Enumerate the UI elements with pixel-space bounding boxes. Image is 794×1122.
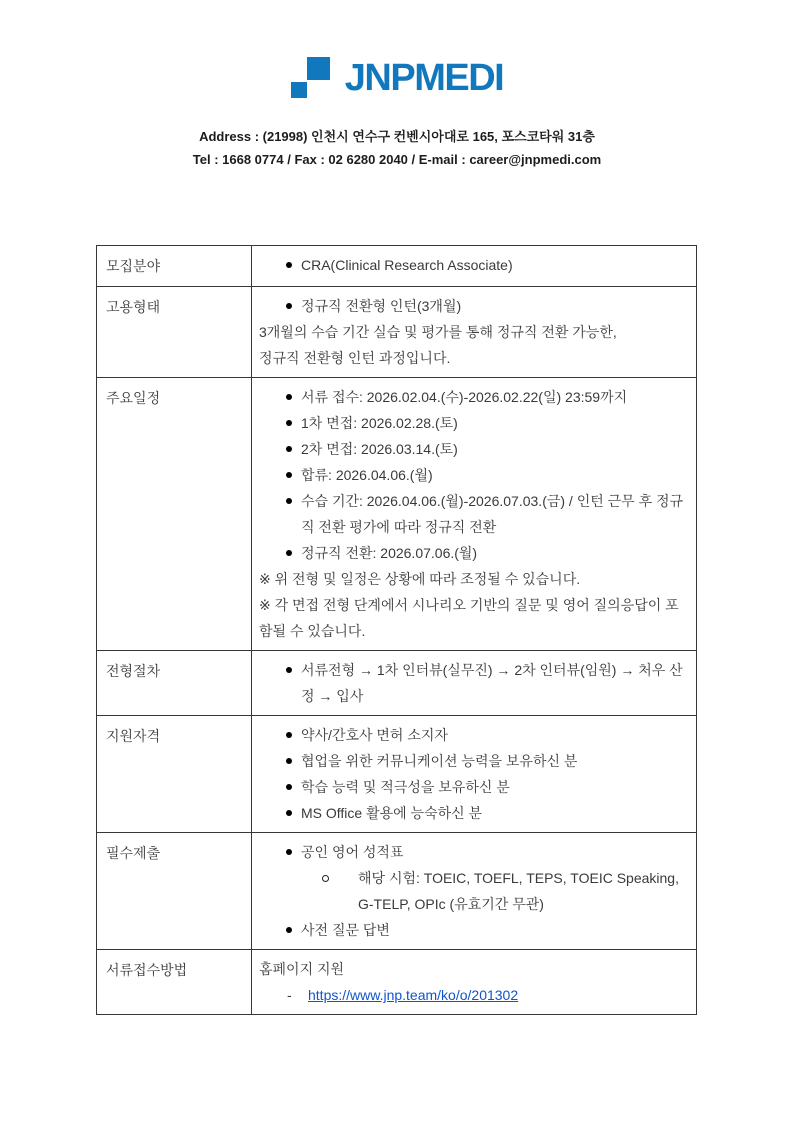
list-item: 서류 접수: 2026.02.04.(수)-2026.02.22(일) 23:59까지 [259, 384, 686, 410]
table-row [97, 287, 697, 378]
list-item: 수습 기간: 2026.04.06.(월)-2026.07.03.(금) / 인턴 근무 후 정규직 전환 평가에 따라 정규직 전환 [259, 488, 686, 540]
list-item: 서류전형 → 1차 인터뷰(실무진) → 2차 인터뷰(임원) → 처우 산정 → 입사 [259, 657, 686, 709]
list-item [259, 982, 686, 1008]
logo-square-small-icon [291, 82, 307, 98]
list-item: 1차 면접: 2026.02.28.(토) [259, 410, 686, 436]
table-row [97, 651, 697, 716]
list-item: MS Office 활용에 능숙하신 분 [259, 800, 686, 826]
list-item: 정규직 전환: 2026.07.06.(월) [259, 540, 686, 566]
table-row [97, 950, 697, 1015]
contact-line: Tel : 1668 0774 / Fax : 02 6280 2040 / E-mail : career@jnpmedi.com [192, 152, 602, 167]
table-row [97, 246, 697, 287]
row-content [252, 950, 697, 1015]
row-label: 서류접수방법 [97, 950, 252, 1015]
company-contact [0, 125, 794, 171]
address-line: Address : (21998) 인천시 연수구 컨벤시아대로 165, 포스코타워 31층 [199, 129, 595, 144]
table-row [97, 833, 697, 950]
list-item: 협업을 위한 커뮤니케이션 능력을 보유하신 분 [259, 748, 686, 774]
recruitment-table [96, 245, 697, 1015]
list-item: 2차 면접: 2026.03.14.(토) [259, 436, 686, 462]
list-item: 합류: 2026.04.06.(월) [259, 462, 686, 488]
table-row [97, 716, 697, 833]
application-link[interactable]: https://www.jnp.team/ko/o/201302 [308, 987, 519, 1003]
table-row [97, 378, 697, 651]
list-item: 해당 시험: TOEIC, TOEFL, TEPS, TOEIC Speaking, G-TELP, OPIc (유효기간 무관) [259, 865, 686, 917]
row-label: 전형절차 [97, 651, 252, 716]
recruitment-table-body [97, 246, 697, 1015]
list-item: 3개월의 수습 기간 실습 및 평가를 통해 정규직 전환 가능한, [259, 324, 617, 340]
list-item: 정규직 전환형 인턴 과정입니다. [259, 350, 451, 366]
row-label: 고용형태 [97, 287, 252, 378]
logo-square-large-icon [307, 57, 330, 80]
list-item: 홈페이지 지원 [259, 961, 345, 977]
list-item: ※ 각 면접 전형 단계에서 시나리오 기반의 질문 및 영어 질의응답이 포함될 수 있습니다. [259, 597, 679, 639]
logo-text: JNPMEDI [344, 56, 504, 99]
list-item: ※ 위 전형 및 일정은 상황에 따라 조정될 수 있습니다. [259, 571, 581, 587]
row-content [252, 833, 697, 950]
row-content [252, 716, 697, 833]
row-content [252, 287, 697, 378]
row-content [252, 246, 697, 287]
row-label: 주요일정 [97, 378, 252, 651]
row-label: 필수제출 [97, 833, 252, 950]
row-content [252, 378, 697, 651]
row-label: 지원자격 [97, 716, 252, 833]
logo-mark-icon [291, 57, 330, 98]
list-item: 공인 영어 성적표 [259, 839, 686, 865]
list-item: 약사/간호사 면허 소지자 [259, 722, 686, 748]
row-content [252, 651, 697, 716]
list-item: 정규직 전환형 인턴(3개월) [259, 293, 686, 319]
company-logo [0, 0, 794, 98]
row-label: 모집분야 [97, 246, 252, 287]
list-item: CRA(Clinical Research Associate) [259, 252, 686, 278]
list-item: 사전 질문 답변 [259, 917, 686, 943]
list-item: 학습 능력 및 적극성을 보유하신 분 [259, 774, 686, 800]
